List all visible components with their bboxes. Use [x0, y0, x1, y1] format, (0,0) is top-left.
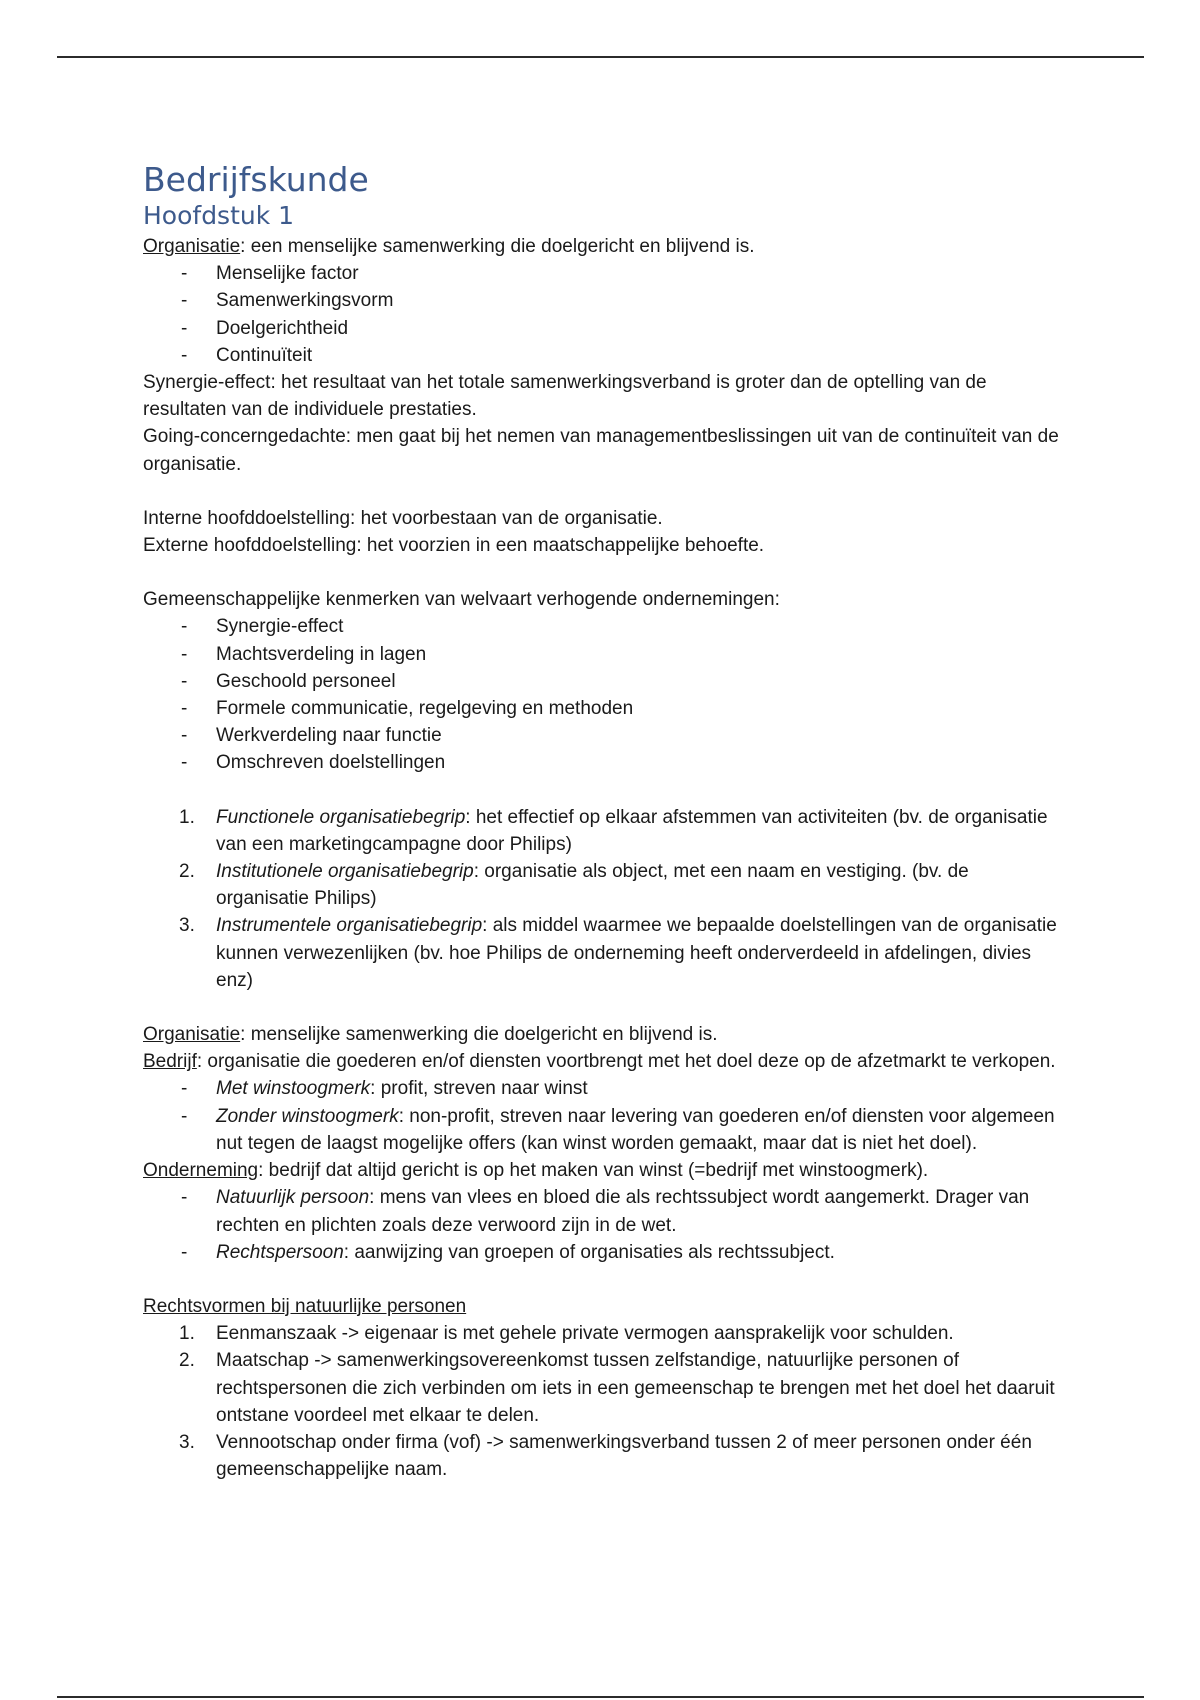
bullet-marker: -	[181, 616, 188, 638]
bullet-marker: -	[181, 1078, 188, 1100]
list-item: - Rechtspersoon: aanwijzing van groepen of organisaties als rechtssubject.	[143, 1239, 1063, 1266]
list-item: 2. Institutionele organisatiebegrip: organisatie als object, met een naam en vestiging. (bv. de organisatie Philips)	[143, 858, 1063, 912]
list-item: - Menselijke factor	[143, 260, 1063, 287]
list-item: - Continuïteit	[143, 342, 1063, 369]
list-item: - Werkverdeling naar functie	[143, 722, 1063, 749]
bedrijf-types-list	[143, 1075, 1063, 1157]
term: Met winstoogmerk	[216, 1078, 371, 1100]
document-title: Bedrijfskunde	[143, 160, 369, 199]
legal-forms-list	[143, 1320, 1063, 1483]
definition-text: : een menselijke samenwerking die doelgericht en blijvend is.	[240, 236, 755, 257]
organisation-factors-list	[143, 260, 1063, 369]
list-item: 1. Functionele organisatiebegrip: het effectief op elkaar afstemmen van activiteiten (bv. de organisatie van een marketingcampagne door Philips)	[143, 804, 1063, 858]
bullet-marker: -	[181, 670, 188, 692]
organisatie-definition	[143, 233, 1063, 260]
spacer	[143, 777, 1063, 804]
term: Organisatie	[143, 236, 241, 257]
bullet-marker: -	[181, 1105, 188, 1127]
list-number: 1.	[179, 1323, 195, 1345]
list-item: - Natuurlijk persoon: mens van vlees en bloed die als rechtssubject wordt aangemerkt. Drager van rechten en plichten zoals deze verwoord zijn in de wet.	[143, 1184, 1063, 1238]
term: Natuurlijk persoon	[216, 1187, 370, 1209]
spacer	[143, 994, 1063, 1021]
list-item: 1. Eenmanszaak -> eigenaar is met gehele private vermogen aansprakelijk voor schulden.	[143, 1320, 1063, 1347]
list-item: - Met winstoogmerk: profit, streven naar winst	[143, 1075, 1063, 1102]
term: Rechtspersoon	[216, 1241, 344, 1263]
onderneming-definition: Onderneming: bedrijf dat altijd gericht is op het maken van winst (=bedrijf met winstoogmerk).	[143, 1160, 929, 1182]
persons-list	[143, 1184, 1063, 1266]
list-item: 3. Vennootschap onder firma (vof) -> samenwerkingsverband tussen 2 of meer personen onder één gemeenschappelijke naam.	[143, 1429, 1063, 1483]
bullet-marker: -	[181, 1187, 188, 1209]
bullet-marker: -	[181, 317, 188, 339]
term: Bedrijf	[143, 1051, 197, 1073]
external-goal-paragraph: Externe hoofddoelstelling: het voorzien in een maatschappelijke behoefte.	[143, 535, 765, 557]
list-item: - Machtsverdeling in lagen	[143, 641, 1063, 668]
term: Instrumentele organisatiebegrip	[216, 915, 483, 937]
organisatie-definition-2: Organisatie: menselijke samenwerking die doelgericht en blijvend is.	[143, 1024, 718, 1046]
list-item: 3. Instrumentele organisatiebegrip: als middel waarmee we bepaalde doelstellingen van de organisatie kunnen verwezenlijken (bv. hoe Philips de onderneming heeft onderverdeeld in afdelingen, divies enz)	[143, 912, 1063, 994]
list-item: - Omschreven doelstellingen	[143, 749, 1063, 776]
bullet-marker: -	[181, 725, 188, 747]
bullet-marker: -	[181, 290, 188, 312]
bottom-rule	[57, 1696, 1144, 1698]
list-number: 3.	[179, 915, 195, 937]
common-features-list	[143, 613, 1063, 776]
list-item: - Synergie-effect	[143, 613, 1063, 640]
top-rule	[57, 56, 1144, 58]
term: Onderneming	[143, 1160, 259, 1182]
list-item: - Formele communicatie, regelgeving en methoden	[143, 695, 1063, 722]
organisation-concepts-list	[143, 804, 1063, 994]
bullet-marker: -	[181, 643, 188, 665]
bullet-marker: -	[181, 752, 188, 774]
spacer	[143, 559, 1063, 586]
term: Organisatie	[143, 1024, 241, 1046]
bedrijf-definition: Bedrijf: organisatie die goederen en/of diensten voortbrengt met het doel deze op de afzetmarkt te verkopen.	[143, 1051, 1056, 1073]
spacer	[143, 1266, 1063, 1293]
going-concern-paragraph: Going-concerngedachte: men gaat bij het nemen van managementbeslissingen uit van de continuïteit van de organisatie.	[143, 426, 1059, 475]
spacer	[143, 478, 1063, 505]
bullet-marker: -	[181, 344, 188, 366]
term: Functionele organisatiebegrip	[216, 806, 466, 828]
list-number: 1.	[179, 806, 195, 828]
list-item: - Doelgerichtheid	[143, 315, 1063, 342]
term: Zonder winstoogmerk	[216, 1105, 399, 1127]
document-body	[143, 160, 1063, 1483]
legal-forms-heading: Rechtsvormen bij natuurlijke personen	[143, 1295, 467, 1317]
internal-goal-paragraph: Interne hoofddoelstelling: het voorbestaan van de organisatie.	[143, 507, 663, 529]
list-item: 2. Maatschap -> samenwerkingsovereenkomst tussen zelfstandige, natuurlijke personen of rechtspersonen die zich verbinden om iets in een gemeenschap te brengen met het doel het daaruit ontstane voordeel met elkaar te delen.	[143, 1347, 1063, 1429]
list-item: - Samenwerkingsvorm	[143, 287, 1063, 314]
list-number: 3.	[179, 1431, 195, 1453]
term: Institutionele organisatiebegrip	[216, 861, 474, 883]
list-item: - Geschoold personeel	[143, 668, 1063, 695]
bullet-marker: -	[181, 263, 188, 285]
chapter-heading: Hoofdstuk 1	[143, 201, 295, 230]
synergy-paragraph: Synergie-effect: het resultaat van het totale samenwerkingsverband is groter dan de optelling van de resultaten van de individuele prestaties.	[143, 372, 987, 421]
list-number: 2.	[179, 1350, 195, 1372]
common-features-intro: Gemeenschappelijke kenmerken van welvaart verhogende ondernemingen:	[143, 589, 780, 611]
list-number: 2.	[179, 861, 195, 883]
bullet-marker: -	[181, 698, 188, 720]
bullet-marker: -	[181, 1241, 188, 1263]
list-item: - Zonder winstoogmerk: non-profit, streven naar levering van goederen en/of diensten voor algemeen nut tegen de laagst mogelijke offers (kan winst worden gemaakt, maar dat is niet het doel).	[143, 1103, 1063, 1157]
